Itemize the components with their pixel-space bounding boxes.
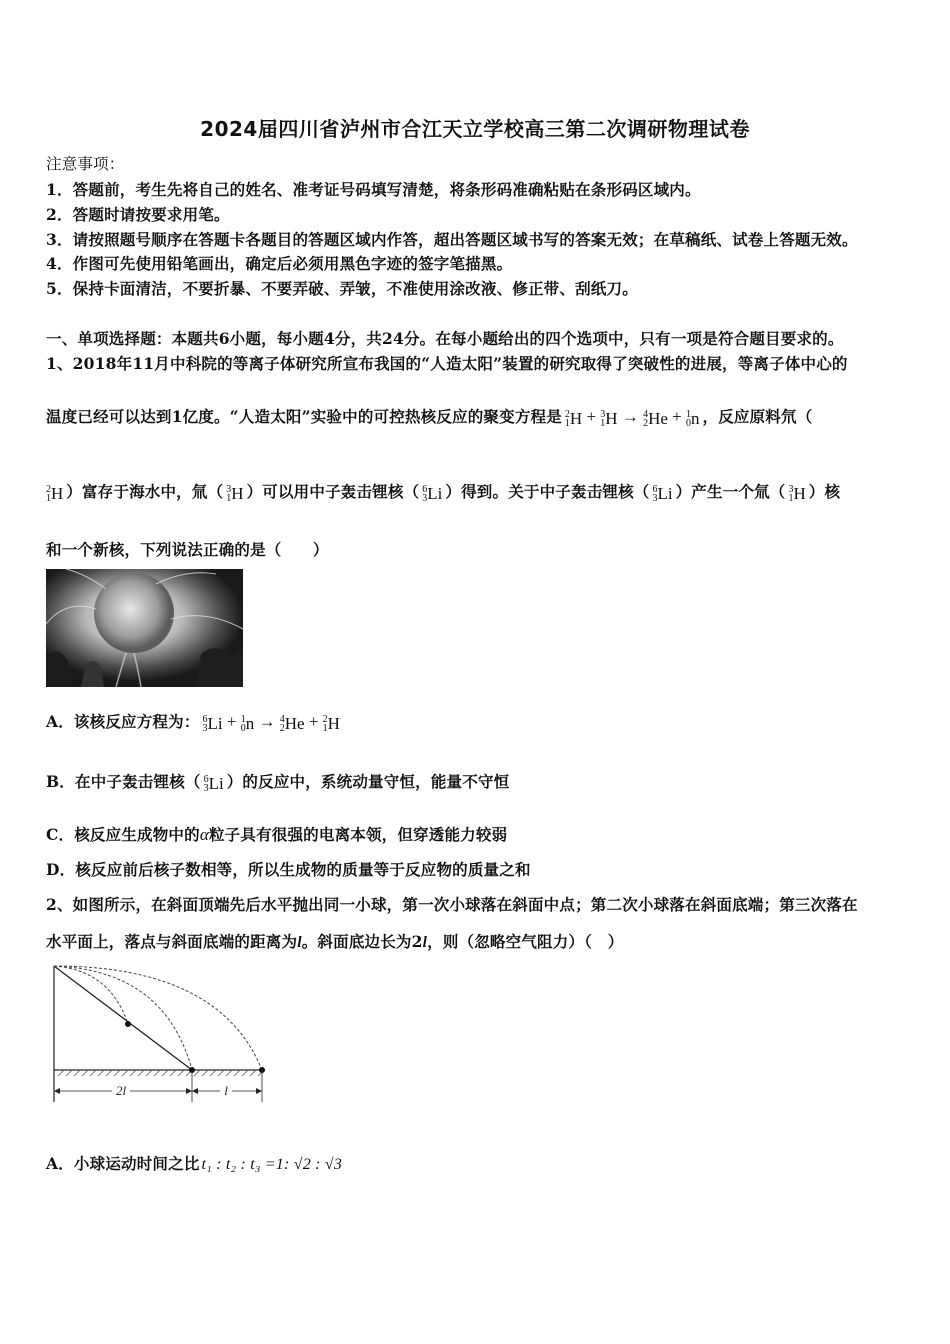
option-b-text: ）的反应中，系统动量守恒，能量不守恒 bbox=[226, 772, 510, 791]
q1-stem-line1: 1、2018年11月中科院的等离子体研究所宣布我国的“人造太阳”装置的研究取得了突破性的进展，等离子体中心的 bbox=[46, 354, 848, 373]
nuclide-tritium: 3 1 H bbox=[226, 483, 244, 504]
option-c-text: 粒子具有很强的电离本领，但穿透能力较弱 bbox=[208, 825, 508, 844]
q1-stem-text: ）得到。关于中子轰击锂核（ bbox=[445, 482, 650, 501]
nuclide-neutron: 1 0 n bbox=[240, 713, 255, 734]
nuclide-lithium: 6 3 Li bbox=[652, 483, 673, 504]
incline-projectile-diagram bbox=[50, 962, 275, 1107]
notice-heading: 注意事项： bbox=[46, 155, 125, 173]
plus-sign: + bbox=[586, 407, 597, 427]
q1-option-b bbox=[46, 770, 509, 794]
landing-point-1 bbox=[125, 1021, 131, 1027]
option-a-label: A．该核反应方程为： bbox=[46, 712, 200, 731]
q1-stem-line2 bbox=[46, 405, 812, 429]
plus-sign: + bbox=[308, 712, 319, 732]
nuclide-tritium: 3 1 H bbox=[788, 483, 806, 504]
nuclide-neutron: 1 0 n bbox=[686, 408, 700, 429]
option-a-label: A．小球运动时间之比 bbox=[46, 1154, 200, 1173]
trajectory-3 bbox=[54, 966, 262, 1070]
artificial-sun-photo bbox=[46, 569, 243, 687]
q1-stem-line3 bbox=[46, 480, 840, 504]
option-a-equation bbox=[203, 712, 340, 734]
q1-stem-text: ）产生一个氚（ bbox=[675, 482, 786, 501]
q2-option-a bbox=[46, 1152, 342, 1174]
nuclide-lithium: 6 3 Li bbox=[202, 713, 223, 734]
option-b-label: B．在中子轰击锂核（ bbox=[46, 772, 201, 791]
time-ratio-formula: t₁ : t₂ : t₃ =1: √2 : √3 bbox=[201, 1156, 343, 1173]
q1-stem-text: ）核 bbox=[808, 482, 841, 501]
nuclide-deuterium: 2 1 H bbox=[564, 408, 583, 429]
q2-stem-line2: 水平面上，落点与斜面底端的距离为l。斜面底边长为2l，则（忽略空气阻力）（ ） bbox=[46, 932, 624, 951]
option-c-label: C．核反应生成物中的 bbox=[46, 825, 200, 844]
notice-item-4: 4．作图可先使用铅笔画出，确定后必须用黑色字迹的签字笔描黑。 bbox=[46, 254, 513, 273]
q1-stem-text: 温度已经可以达到1亿度。“人造太阳”实验中的可控热核反应的聚变方程是 bbox=[46, 407, 562, 426]
q1-option-d: D．核反应前后核子数相等，所以生成物的质量等于反应物的质量之和 bbox=[46, 860, 531, 879]
nuclide-lithium: 6 3 Li bbox=[203, 773, 224, 794]
plus-sign: + bbox=[226, 712, 237, 732]
q1-stem-text: ）可以用中子轰击锂核（ bbox=[246, 482, 420, 501]
notice-item-1: 1．答题前，考生先将自己的姓名、准考证号码填写清楚，将条形码准确粘贴在条形码区域内。 bbox=[46, 180, 701, 199]
q1-option-c bbox=[46, 823, 507, 845]
arrow-sign: → bbox=[621, 407, 639, 427]
alpha-symbol: α bbox=[199, 825, 209, 844]
notice-item-2: 2．答题时请按要求用笔。 bbox=[46, 205, 230, 224]
fusion-equation bbox=[565, 407, 700, 429]
notice-item-5: 5．保持卡面清洁，不要折暴、不要弄破、弄皱，不准使用涂改液、修正带、刮纸刀。 bbox=[46, 279, 638, 298]
arrow-sign: → bbox=[258, 712, 276, 732]
ground-hatching bbox=[58, 1070, 264, 1076]
label-l: l bbox=[224, 1083, 228, 1098]
section-header: 一、单项选择题：本题共6小题，每小题4分，共24分。在每小题给出的四个选项中，只有一项是符合题目要求的。 bbox=[46, 329, 844, 348]
q1-stem-text: ）富存于海水中，氚（ bbox=[66, 482, 224, 501]
exam-title: 2024届四川省泸州市合江天立学校高三第二次调研物理试卷 bbox=[200, 117, 750, 141]
notice-item-3: 3．请按照题号顺序在答题卡各题目的答题区域内作答，超出答题区域书写的答案无效；在草稿纸、试卷上答题无效。 bbox=[46, 230, 858, 249]
nuclide-helium: 4 2 He bbox=[279, 713, 305, 734]
nuclide-deuterium: 2 1 H bbox=[46, 483, 64, 504]
nuclide-lithium: 6 3 Li bbox=[422, 483, 443, 504]
nuclide-helium: 4 2 He bbox=[643, 408, 668, 429]
label-2l: 2l bbox=[115, 1083, 127, 1098]
q1-option-a bbox=[46, 710, 343, 734]
q2-stem-line1: 2、如图所示，在斜面顶端先后水平抛出同一小球，第一次小球落在斜面中点；第二次小球落在斜面底端；第三次落在 bbox=[46, 895, 858, 914]
plus-sign: + bbox=[672, 407, 682, 427]
q1-stem-text: ，反应原料氘（ bbox=[702, 407, 813, 426]
nuclide-deuterium: 2 1 H bbox=[322, 713, 340, 734]
q1-stem-line4: 和一个新核，下列说法正确的是（ ） bbox=[46, 540, 329, 559]
nuclide-tritium: 3 1 H bbox=[600, 408, 618, 429]
